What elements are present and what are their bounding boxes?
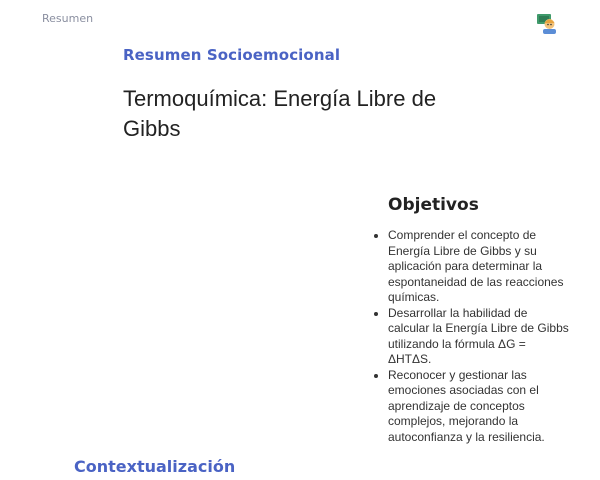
teacher-avatar-icon [536,12,558,34]
contextualizacion-heading: Contextualización [74,457,236,476]
objectives-heading: Objetivos [388,195,479,215]
objectives-list [370,228,570,445]
objective-item: • Desarrollar la habilidad de calcular la Energía Libre de Gibbs utilizando la fórmula ΔG = ΔHTΔS. [388,306,570,368]
breadcrumb[interactable]: Resumen [42,12,94,25]
objective-item: • Reconocer y gestionar las emociones asociadas con el aprendizaje de conceptos complejos, mejorando la autoconfianza y la resiliencia. [388,368,570,446]
page-title: Termoquímica: Energía Libre de Gibbs [123,86,437,141]
objective-item: • Comprender el concepto de Energía Libre de Gibbs y su aplicación para determinar la espontaneidad de las reacciones químicas. [388,228,570,306]
section-kicker: Resumen Socioemocional [123,46,341,64]
